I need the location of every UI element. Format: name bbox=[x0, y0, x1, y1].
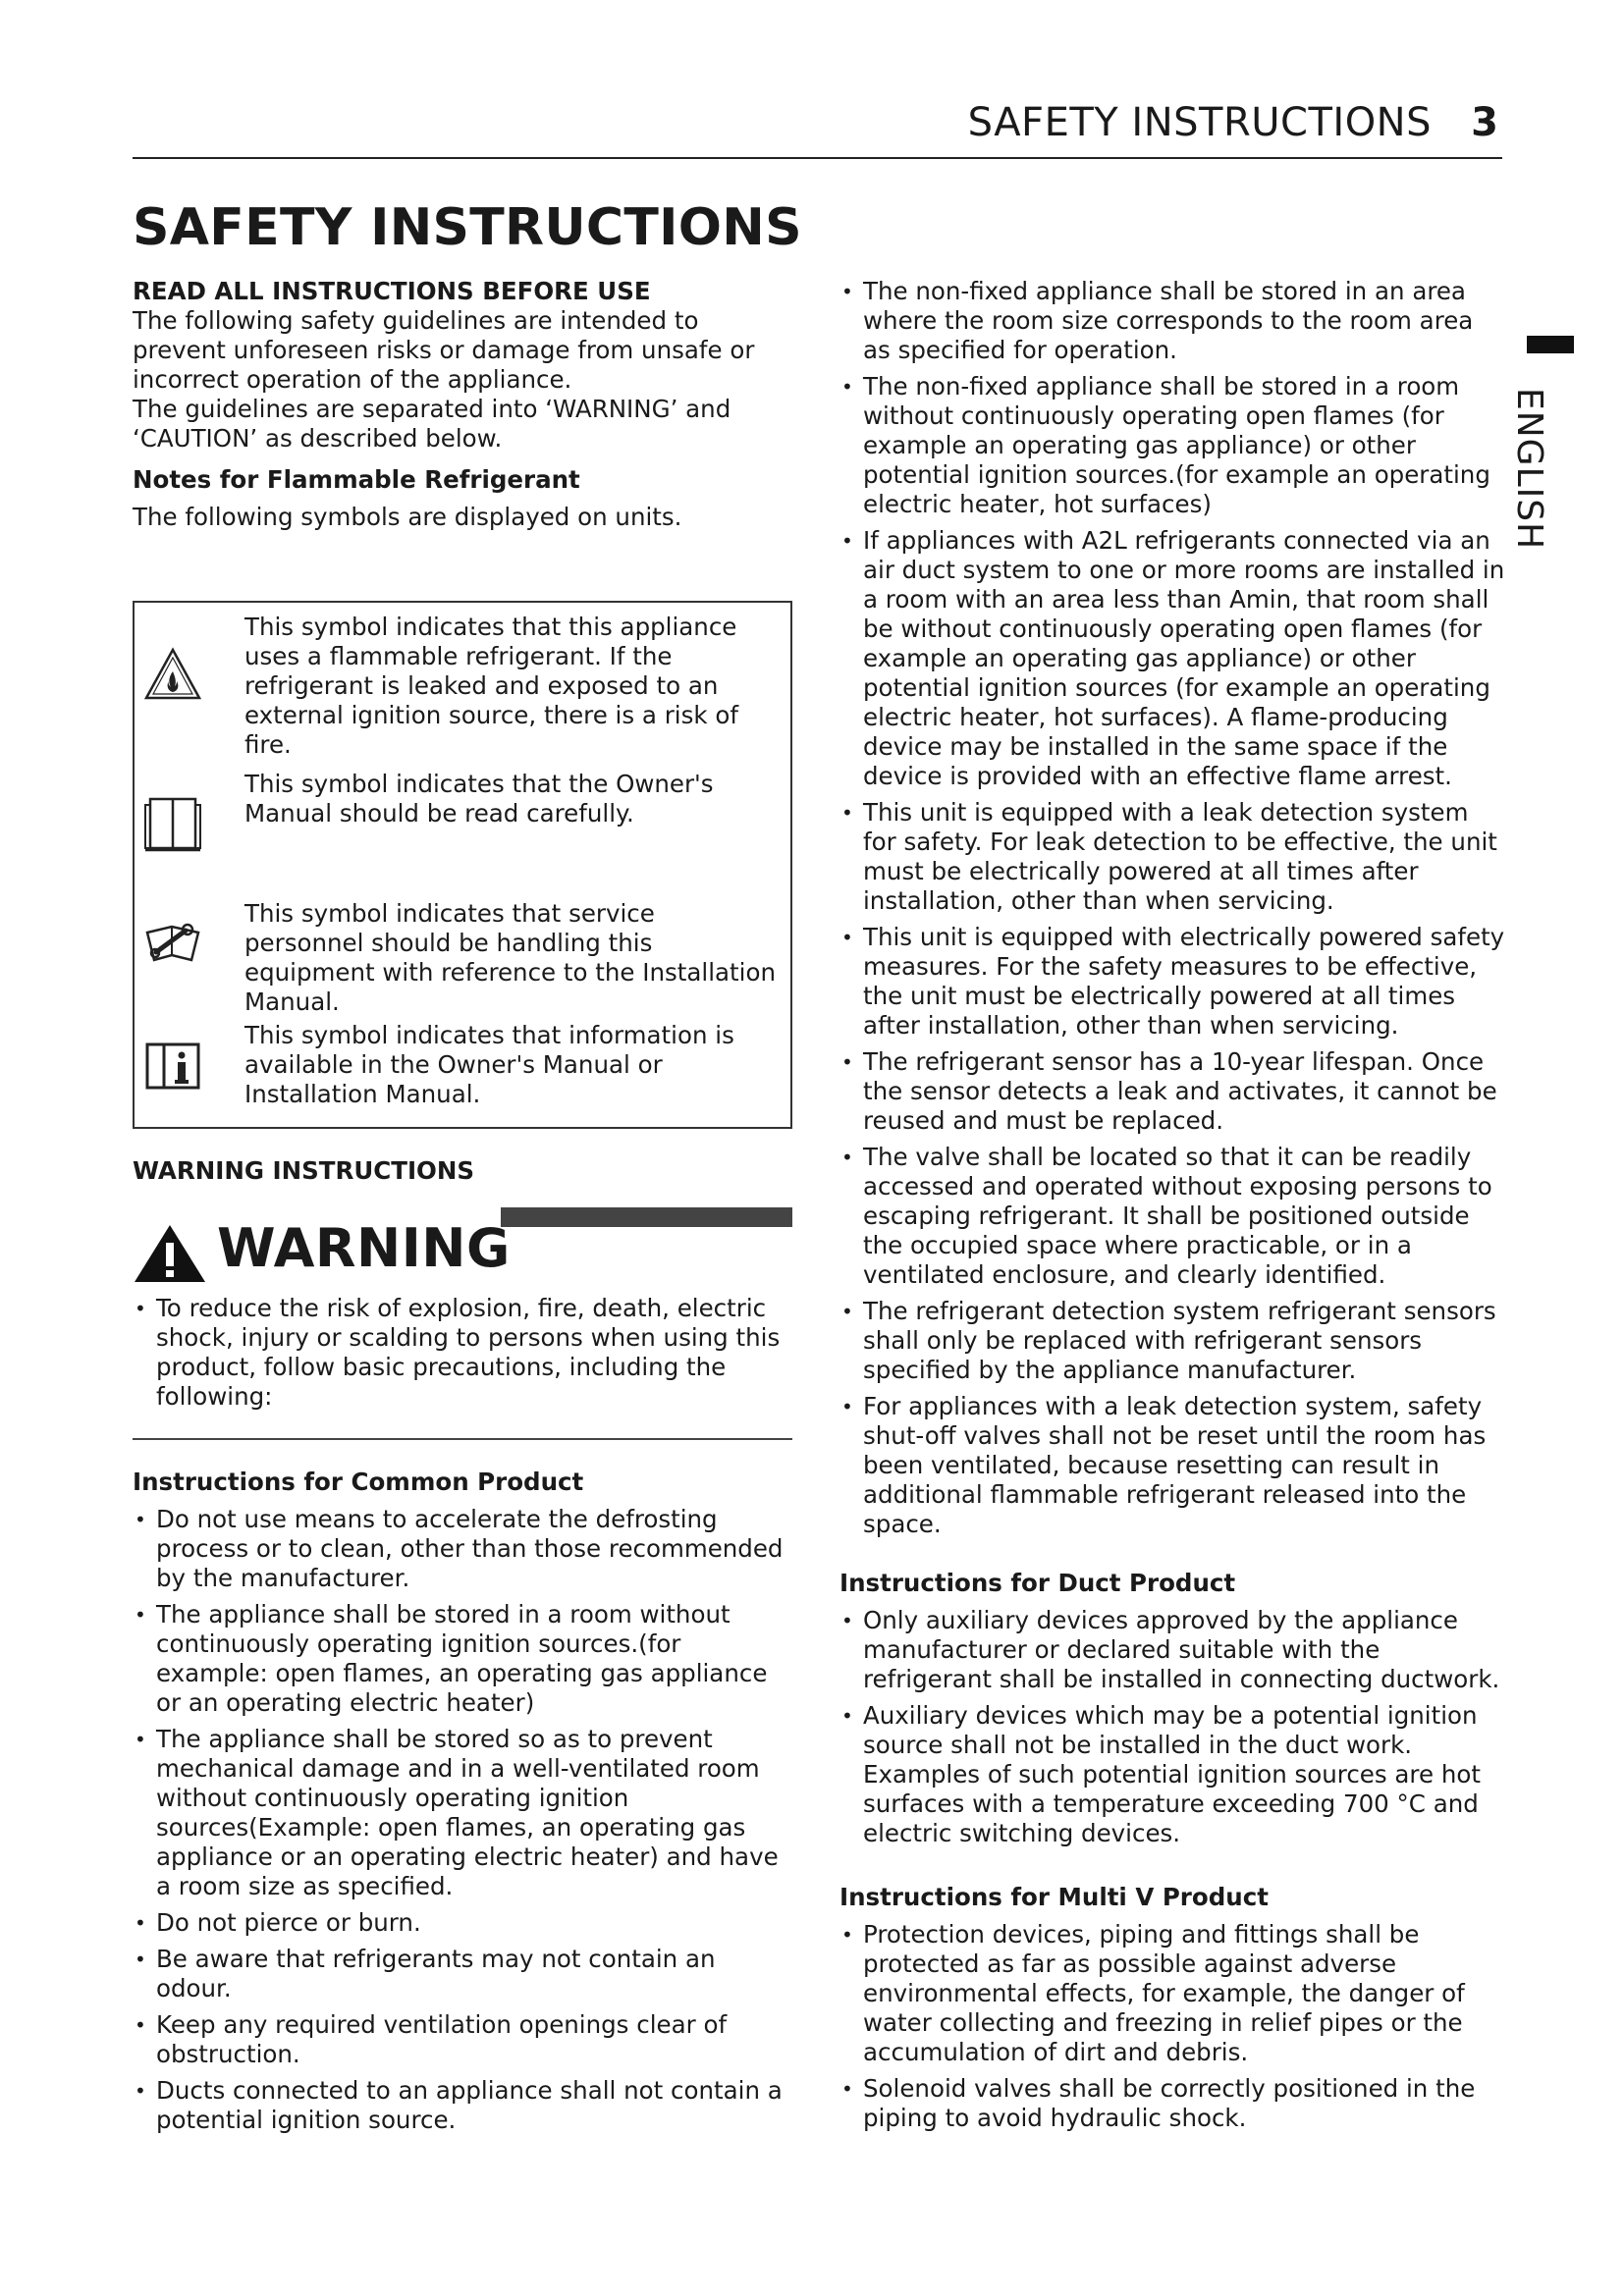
list-item: • Ducts connected to an appliance shall not contain a potential ignition source. bbox=[133, 2076, 792, 2135]
information-manual-icon bbox=[142, 1035, 203, 1095]
list-item: • Auxiliary devices which may be a potential ignition source shall not be installed in the duct work. Examples of such potential ignition sources are hot surfaces with a temperature exceeding 700 °C and electric switching devices. bbox=[839, 1701, 1507, 1848]
intro-heading: READ ALL INSTRUCTIONS BEFORE USE bbox=[133, 277, 651, 305]
list-item: • Solenoid valves shall be correctly positioned in the piping to avoid hydraulic shock. bbox=[839, 2074, 1507, 2133]
warning-triangle-icon bbox=[133, 1223, 207, 1288]
list-item: • To reduce the risk of explosion, fire, death, electric shock, injury or scalding to persons when using this product, follow basic precautions, including the following: bbox=[133, 1294, 792, 1412]
header-title: SAFETY INSTRUCTIONS bbox=[967, 100, 1432, 145]
language-tab bbox=[1490, 388, 1608, 551]
list-item: • This unit is equipped with a leak detection system for safety. For leak detection to be effective, the unit must be electrically powered at all times after installation, other than when servicing. bbox=[839, 798, 1507, 916]
language-tab-marker bbox=[1527, 336, 1574, 353]
common-product-heading: Instructions for Common Product bbox=[133, 1468, 584, 1496]
list-item: • The refrigerant detection system refrigerant sensors shall only be replaced with refrigerant sensors specified by the appliance manufacturer. bbox=[839, 1297, 1507, 1385]
notes-text: The following symbols are displayed on units. bbox=[133, 503, 682, 531]
page-header bbox=[133, 96, 1502, 159]
symbol-description: This symbol indicates that the Owner's Manual should be read carefully. bbox=[244, 770, 714, 828]
language-label: ENGLISH bbox=[1509, 388, 1549, 551]
right-column-list bbox=[839, 277, 1507, 1546]
list-item: • If appliances with A2L refrigerants connected via an air duct system to one or more rooms are installed in a room with an area less than Amin, that room shall be without continuously operating open flames (for example an operating gas appliance) or other potential ignition sources (for example an operating electric heater, hot surfaces). A flame-producing device may be installed in the same space if the device is provided with an effective flame arrest. bbox=[839, 526, 1507, 791]
multi-v-product-heading: Instructions for Multi V Product bbox=[839, 1883, 1269, 1911]
intro-paragraph-1: The following safety guidelines are intended to prevent unforeseen risks or damage from unsafe or incorrect operation of the appliance. bbox=[133, 306, 755, 394]
multi-v-product-section bbox=[839, 1883, 1507, 2140]
symbol-description: This symbol indicates that this appliance uses a flammable refrigerant. If the refrigerant is leaked and exposed to an external ignition source, there is a risk of fire. bbox=[244, 613, 738, 759]
list-item: • This unit is equipped with electrically powered safety measures. For the safety measures to be effective, the unit must be electrically powered at all times after installation, other than when servicing. bbox=[839, 923, 1507, 1041]
page-number: 3 bbox=[1471, 100, 1498, 145]
list-item: • For appliances with a leak detection system, safety shut-off valves shall not be reset until the room has been ventilated, because resetting can result in additional flammable refrigerant released into the space. bbox=[839, 1392, 1507, 1539]
warning-label: WARNING bbox=[217, 1217, 511, 1279]
service-manual-icon bbox=[142, 911, 203, 972]
notes-heading: Notes for Flammable Refrigerant bbox=[133, 465, 580, 494]
common-product-section bbox=[133, 1468, 792, 2142]
list-item: • Be aware that refrigerants may not contain an odour. bbox=[133, 1945, 792, 2003]
duct-product-heading: Instructions for Duct Product bbox=[839, 1569, 1236, 1597]
duct-product-section bbox=[839, 1569, 1507, 1855]
list-item: • The appliance shall be stored so as to prevent mechanical damage and in a well-ventilated room without continuously operating ignition sources(Example: open flames, an operating gas appliance or an operating electric heater) and have a room size as specified. bbox=[133, 1725, 792, 1901]
list-item: • Only auxiliary devices approved by the appliance manufacturer or declared suitable with the refrigerant shall be installed in connecting ductwork. bbox=[839, 1606, 1507, 1694]
list-item: • Keep any required ventilation openings clear of obstruction. bbox=[133, 2010, 792, 2069]
warning-header-bar bbox=[501, 1207, 792, 1227]
symbol-description: This symbol indicates that information is available in the Owner's Manual or Installation Manual. bbox=[244, 1021, 734, 1108]
list-item: • Protection devices, piping and fittings shall be protected as far as possible against adverse environmental effects, for example, the danger of water collecting and freezing in relief pipes or the accumulation of dirt and debris. bbox=[839, 1920, 1507, 2067]
warning-section-heading: WARNING INSTRUCTIONS bbox=[133, 1156, 475, 1185]
list-item: • The refrigerant sensor has a 10-year lifespan. Once the sensor detects a leak and activates, it cannot be reused and must be replaced. bbox=[839, 1047, 1507, 1136]
list-item: • Do not pierce or burn. bbox=[133, 1908, 792, 1938]
intro-paragraph-2: The guidelines are separated into ‘WARNING’ and ‘CAUTION’ as described below. bbox=[133, 395, 731, 453]
symbol-legend-box bbox=[133, 601, 792, 1129]
page-title: SAFETY INSTRUCTIONS bbox=[133, 198, 802, 257]
intro-section bbox=[133, 277, 792, 532]
owners-manual-icon bbox=[142, 793, 203, 854]
list-item: • The appliance shall be stored in a room without continuously operating ignition sources.(for example: open flames, an operating gas appliance or an operating electric heater) bbox=[133, 1600, 792, 1718]
list-item: • The valve shall be located so that it can be readily accessed and operated without exposing persons to escaping refrigerant. It shall be positioned outside the occupied space where practicable, or in a ventilated enclosure, and clearly identified. bbox=[839, 1143, 1507, 1290]
divider bbox=[133, 1438, 792, 1440]
warning-banner bbox=[133, 1217, 525, 1284]
list-item: • The non-fixed appliance shall be stored in a room without continuously operating open flames (for example an operating gas appliance) or other potential ignition sources.(for example an operating electric heater, hot surfaces) bbox=[839, 372, 1507, 519]
flammable-warning-icon bbox=[142, 644, 203, 705]
list-item: • The non-fixed appliance shall be stored in an area where the room size corresponds to the room area as specified for operation. bbox=[839, 277, 1507, 365]
list-item: • Do not use means to accelerate the defrosting process or to clean, other than those recommended by the manufacturer. bbox=[133, 1505, 792, 1593]
warning-list bbox=[133, 1294, 792, 1418]
symbol-description: This symbol indicates that service personnel should be handling this equipment with reference to the Installation Manual. bbox=[244, 899, 776, 1016]
